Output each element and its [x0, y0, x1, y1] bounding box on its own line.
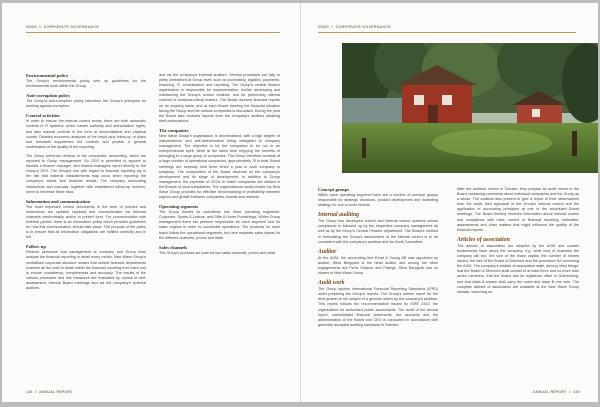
body-paragraph: At the AGM, the accounting firm Ernst & Young AB was appointed as auditor. Stina Bergqvist is the head auditor and among her other engagements are Fenix Outdoor and Fabege. Stina Bergqvist has no shares in New Wave Group. — [318, 255, 438, 276]
body-paragraph: The Group has developed control and internal control systems whose compliance is followed up by the respective company management as well as by the Group's Central Finance department. The Board's method in formulating the Group's assessment of the internal control is to be consistent with the company's auditors and the Audit Committee. — [318, 219, 438, 244]
section-heading: Environmental policy — [26, 73, 69, 78]
body-paragraph: Within each operating segment there are a number of concept groups responsible for strategic decisions, product development and marketing strategy for one or more brands. — [318, 193, 438, 208]
body-paragraph: New Wave Group's organisation is decentralised, with a high degree of independence and self-determination being delegated to company management. The objective is for the companies to be run in an entrepreneurial spirit, while at the same time enjoying the benefits of belonging to a large group of companies. The Group therefore consists of a large number of operational companies, approximately 70 in total. Board meetings are normally held three times a year in each company or subgroup. The composition of the Board depends on the company's development and its stage of development. In addition to Group management, the expertise of CEOs in 'sister' companies are utilised in the Boards of local subsidiaries. The organisational model chosen by New Wave Group provides for effective benchmarking of profitability between regions and growth between companies, brands and markets. — [159, 133, 280, 200]
report-title: ANNUAL REPORT — [533, 390, 567, 394]
right-header: NIWO // CORPORATE GOVERNANCE — [318, 25, 392, 29]
body-paragraph: The Group's products are sold via two sales channels, promo and retail. — [159, 250, 277, 255]
left-header-rule — [26, 32, 280, 33]
section-heading: Sales channels — [159, 244, 188, 250]
body-paragraph: Finance personnel and management at company and Group level analyse the financial reporting in detail every month. New Wave Group's centralised corporate structure means that central financial departments examine all the units in detail within the financial reporting from each unit to ensure consistency, completeness and accuracy. The results of the various processes and risk measures are evaluated by means of self-assessment, internal Board meetings and via the company's external auditors. — [26, 250, 146, 290]
body-paragraph: The Group's environmental policy sets up guidelines for the environmental work within the Group. — [26, 79, 146, 89]
left-footer: 144 // ANNUAL REPORT — [26, 390, 73, 394]
section-heading: The companies — [159, 127, 189, 133]
section-heading: Control activities — [26, 113, 60, 119]
body-paragraph: After the auditors' review in October, they prepare an audit memo to the Board containing comments about individual companies and the Group as a whole. The auditors also present to give a report of their observations from the audit, their appraisal of the Group's internal control and the application of accounting principles at one of the scheduled Board meetings. The Board thereby receives information about internal control and compliance with rules, control of financial reporting, estimates, assessments and other matters that might influence the quality of the financial reports. — [457, 187, 579, 232]
left-column-1 — [26, 73, 146, 295]
brand-label: NIWO — [318, 25, 329, 29]
page-gutter — [300, 3, 301, 402]
body-paragraph: The Group's anti-corruption policy describes the Group's principles for working against corruption. — [26, 99, 146, 109]
body-paragraph: The Group divides its operations into three operating segments: Corporate, Sports & Leisure, and Gifts & Home Furnishings. Within Group management there are persons responsible for each segment and for sales regions in order to coordinate operations. The products for each brand follow the operational segments, but here separate sales teams for the different channels, promo and retail. — [159, 210, 280, 240]
lakeside-house-photo — [342, 43, 598, 173]
section-heading: Auditor — [318, 248, 337, 255]
section-heading: Internal auditing — [318, 212, 360, 219]
section-heading: Audit work — [318, 280, 345, 287]
right-footer: ANNUAL REPORT // 145 — [533, 390, 580, 394]
body-paragraph: and via the company's external auditors. Several processes are fully or partly centralised at Group level, such as purchasing, logistics, payments, financing, IT, consolidation and reporting. The Group's central finance organisation is responsible for implementation, further developing and maintaining the Group's control routines, and for performing internal controls of business-critical matters. The Board receives financial reports on an ongoing basis, and at each Board meeting the financial situation facing the Group and the various companies is discussed. During the year the Board also receives reports from the company's auditors detailing their observations. — [159, 73, 280, 123]
right-column-2 — [457, 187, 579, 299]
right-column-1 — [318, 187, 438, 332]
report-title: ANNUAL REPORT — [39, 390, 73, 394]
right-header-rule — [318, 32, 576, 33]
left-header: NIWO // CORPORATE GOVERNANCE — [26, 25, 100, 29]
page-number: 144 — [26, 390, 33, 394]
section-label: CORPORATE GOVERNANCE — [43, 25, 100, 29]
section-heading: Articles of association — [457, 236, 510, 243]
body-paragraph: The Group applies International Financial Reporting Standards (IFRS) when preparing the Group's reports. The Group's interim report for the third quarter is the subject of a general review by the company's auditors. This review follows the recommendation issued by ISRE 2410, the organisation for authorised public accountants. The audit of the annual report, consolidated financial statements, the accounts and the administration of the Board and CEO is conducted in accordance with generally accepted auditing standards in Sweden. — [318, 287, 438, 327]
page-number: 145 — [573, 390, 580, 394]
section-heading: Follow-up — [26, 244, 46, 250]
body-paragraph: The articles of association are adopted by the AGM and contain fundamental facts about the company, e.g. what kind of business the company will run, the size of the share capital, the number of shares issued, the size of the Board of Directors and the procedure for convening the AGM. The company's articles of association state, among other things, that the Board of Directors shall consist of at least three and no more than seven members, that the Board has its registered office in Gothenburg, and that class A shares shall carry ten votes and class B one vote. The complete articles of association are available at the New Wave Group website, www.nwg.se. — [457, 243, 579, 294]
left-column-2 — [159, 73, 280, 260]
section-heading: Concept groups — [318, 187, 349, 192]
body-paragraph: In order to ensure the internal control works, there are both automatic controls in IT systems, which handle authority and authorisation rights, and also manual controls in the form of reconciliations and physical counts. Detailed economic analyses of the result plus follow-up of plans and forecasts supplement the controls and provide a general confirmation of the quality of the reporting. — [26, 119, 146, 149]
section-label: CORPORATE GOVERNANCE — [335, 25, 392, 29]
body-paragraph: The most important control documents in the form of policies and instructions are updated regularly and communicated via relevant channels electronically and/or in printed form. For communication with external parties, there is an information policy which provides guidelines for how this communication should take place. The purpose of the policy is to ensure that all information obligations are fulfilled correctly and in full. — [26, 204, 146, 240]
section-heading: Operating segments — [159, 204, 199, 210]
section-heading: Information and communication — [26, 198, 91, 204]
section-heading: Anti-corruption policy — [26, 93, 71, 99]
brand-label: NIWO — [26, 25, 37, 29]
body-paragraph: The Group performs reviews of the companies' accounting, which are reported to Group management. So CEO is permitted to appoint or dismiss a finance manager, and finance managers report directly to the Group's CFO. The Group's role with regard to financial reporting lay in the risk that material misstatements may occur when reporting the company's status and financial results. The company accounting instructions and manuals, together with established follow-up routines, serve to minimise these risks. — [26, 153, 146, 194]
page-spread — [2, 3, 598, 402]
photo-illustration — [342, 43, 598, 173]
